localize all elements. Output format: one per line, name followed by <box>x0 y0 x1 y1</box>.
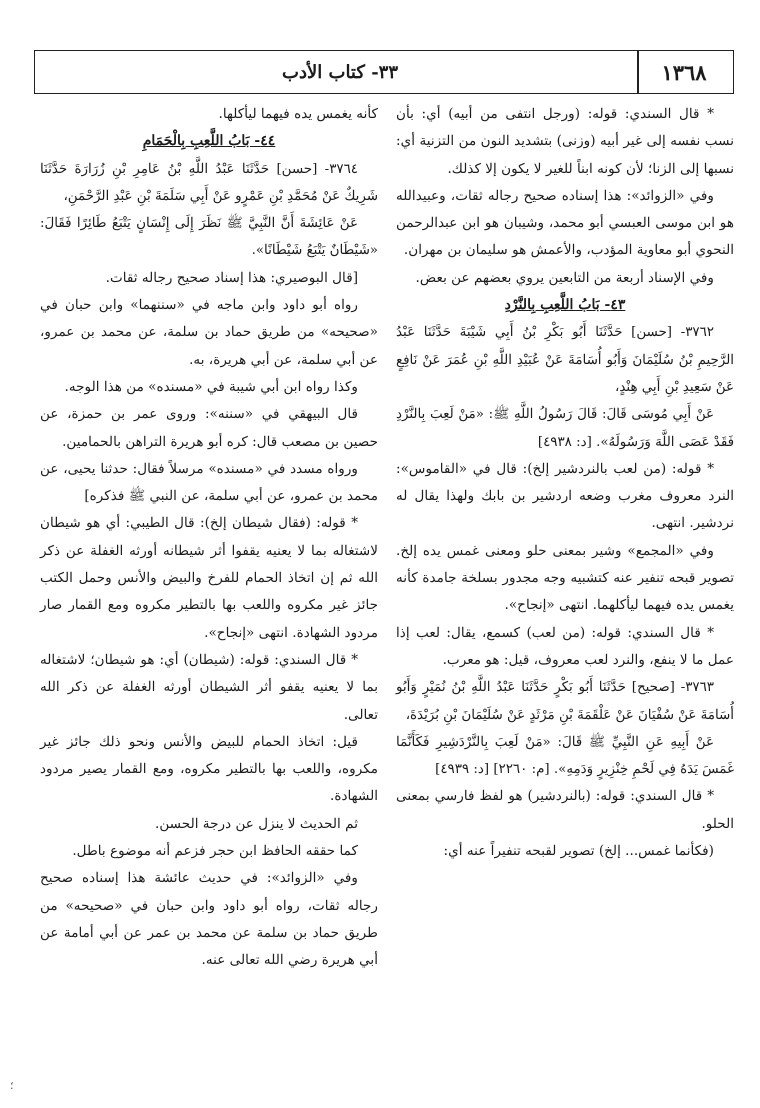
hadith-text: ٣٧٦٤- [حسن] حَدَّثَنَا عَبْدُ اللَّهِ بْنُ عَامِرِ بْنِ زُرَارَةَ حَدَّثَنَا شَرِيكٌ عَنْ مُحَمَّدِ بْنِ عَمْرٍو عَنْ أَبِي سَلَمَةَ بْنِ عَبْدِ الرَّحْمَنِ، <box>40 161 378 204</box>
book-title: ٣٣- كتاب الأدب <box>282 61 399 83</box>
page-number: ١٣٦٨ <box>661 59 707 85</box>
hadith-text: عَنْ أَبِي مُوسَى قَالَ: قَالَ رَسُولُ اللَّهِ ﷺ: «مَنْ لَعِبَ بِالنَّرْدِ فَقَدْ عَصَى اللَّهَ وَرَسُولَهُ». [د: ٤٩٣٨] <box>396 407 734 450</box>
paragraph: وكذا رواه ابن أبي شيبة في «مسنده» من هذا الوجه. <box>64 378 358 395</box>
paragraph: (فكأنما غمس... إلخ) تصوير لقبحه تنفيراً عنه أي: <box>443 843 714 860</box>
paragraph: وفي الإسناد أربعة من التابعين يروي بعضهم عن بعض. <box>415 269 714 286</box>
chapter-heading-text: ٤٤- بَابُ اللَّعِبِ بِالْحَمَامِ <box>142 133 276 150</box>
hadith-text: عَنْ أَبِيهِ عَنِ النَّبِيِّ ﷺ قَالَ: «مَنْ لَعِبَ بِالنَّرْدَشِيرِ فَكَأَنَّمَا غَمَسَ يَدَهُ فِي لَحْمِ خِنْزِيرٍ وَدَمِهِ». [م: ٢٢٦٠] [د: ٤٩٣٩] <box>396 734 734 778</box>
chapter-heading <box>396 292 734 319</box>
paragraph: * قال السندي: قوله: (من لعب) كسمع، يقال: لعب إذا عمل ما لا ينفع، والنرد لعب معروف، قيل: هو معرب. <box>396 624 734 668</box>
paragraph: [قال البوصيري: هذا إسناد صحيح رجاله ثقات. <box>105 269 358 286</box>
chapter-heading-text: ٤٣- بَابُ اللَّعِبِ بِالنَّرْدِ <box>504 297 626 314</box>
paragraph: ورواه مسدد في «مسنده» مرسلاً فقال: حدثنا يحيى، عن محمد بن عمرو، عن أبي سلمة، عن النبي ﷺ فذكره] <box>40 460 378 505</box>
paragraph: وفي «المجمع» وشير بمعنى حلو ومعنى غمس يده إلخ. تصوير قبحه تنفير عنه كتشبيه وجه مجدور بسلخة جامدة كأنه يغمس يده فيهما ليأكلهما. انتهى «إنجاح». <box>396 542 734 614</box>
paragraph: قال البيهقي في «سننه»: وروى عمر بن حمزة، عن حصين بن مصعب قال: كره أبو هريرة التراهن بالحمامين. <box>40 406 378 450</box>
paragraph: رواه أبو داود وابن ماجه في «سننهما» وابن حبان في «صحيحه» من طريق حماد بن سلمة، عن محمد بن عمرو، عن أبي سلمة، عن أبي هريرة، به. <box>40 297 378 368</box>
paragraph: * قوله: (فقال شيطان إلخ): قال الطيبي: أي هو شيطان لاشتغاله بما لا يعنيه يقفوا أثر شيطانه أورثه الغفلة عن ذكر الله ثم إن اتخاذ الحمام للفرخ والبيض والأنس وحمل الكتب جائز غير مكروه واللعب بها بالتطير مكروه ومع القمار صار مردود الشهادة. انتهى «إنجاح». <box>40 515 378 641</box>
right-column <box>396 101 734 865</box>
paragraph: * قال السندي: قوله: (ورجل انتفى من أبيه) أي: بأن نسب نفسه إلى غير أبيه (وزنى) بتشديد النون من التزنية أي: نسبها إلى الزنا؛ لأن كونه ابناً للغير لا يكون إلا كذلك. <box>396 106 734 177</box>
hadith-text: ٣٧٦٢- [حسن] حَدَّثَنَا أَبُو بَكْرِ بْنُ أَبِي شَيْبَةَ حَدَّثَنَا عَبْدُ الرَّحِيمِ بْنُ سُلَيْمَانَ وَأَبُو أُسَامَةَ عَنْ عُبَيْدِ اللَّهِ بْنِ عُمَرَ عَنْ نَافِعٍ عَنْ سَعِيدِ بْنِ أَبِي هِنْدٍ، <box>396 325 734 395</box>
paragraph: * قوله: (من لعب بالنردشير إلخ): قال في «القاموس»: النرد معروف مغرب وضعه اردشير بن بابك ولهذا يقال له نردشير. انتهى. <box>396 460 734 532</box>
paragraph: * قال السندي: قوله: (شيطان) أي: هو شيطان؛ لاشتغاله بما لا يعنيه يقفو أثر الشيطان أورثه الغفلة عن ذكر الله تعالى. <box>40 651 378 723</box>
paragraph: وفي «الزوائد»: هذا إسناده صحيح رجاله ثقات، وعبيدالله هو ابن موسى العبسي أبو محمد، وشيبان هو ابن عبدالرحمن النحوي أبو معاوية المؤدب، والأعمش هو سليمان بن مهران. <box>396 187 734 259</box>
paragraph: كما حققه الحافظ ابن حجر فزعم أنه موضوع باطل. <box>72 843 358 860</box>
paragraph: * قال السندي: قوله: (بالنردشير) هو لفظ فارسي بمعنى الحلو. <box>396 788 734 832</box>
paragraph: ثم الحديث لا ينزل عن درجة الحسن. <box>155 815 358 832</box>
paragraph: كأنه يغمس يده فيهما ليأكلها. <box>218 106 378 122</box>
paragraph: وفي «الزوائد»: في حديث عائشة هذا إسناده صحيح رجاله ثقات، رواه أبو داود وابن حبان في «صحيحه» من طريق حماد بن سلمة عن محمد بن عمر عن أبي أمامة عن أبي هريرة رضي الله تعالى عنه. <box>40 870 378 969</box>
left-column <box>40 101 378 975</box>
hadith-text: ٣٧٦٣- [صحيح] حَدَّثَنَا أَبُو بَكْرٍ حَدَّثَنَا عَبْدُ اللَّهِ بْنُ نُمَيْرٍ وَأَبُو أُسَامَةَ عَنْ سُفْيَانَ عَنْ عَلْقَمَةَ بْنِ مَرْثَدٍ عَنْ سُلَيْمَانَ بْنِ بُرَيْدَةَ، <box>396 680 734 723</box>
margin-mark: ؛ <box>10 1079 14 1092</box>
page-header <box>34 50 734 94</box>
hadith-text: عَنْ عَائِشَةَ أَنَّ النَّبِيَّ ﷺ نَظَرَ إِلَى إِنْسَانٍ يَتْبَعُ طَائِرًا فَقَالَ: «شَيْطَانٌ يَتْبَعُ شَيْطَانًا». <box>40 216 378 259</box>
paragraph: قيل: اتخاذ الحمام للبيض والأنس ونحو ذلك جائز غير مكروه، واللعب بها بالتطير مكروه، ومع القمار يصير مردود الشهادة. <box>40 733 378 805</box>
chapter-heading <box>40 128 378 155</box>
